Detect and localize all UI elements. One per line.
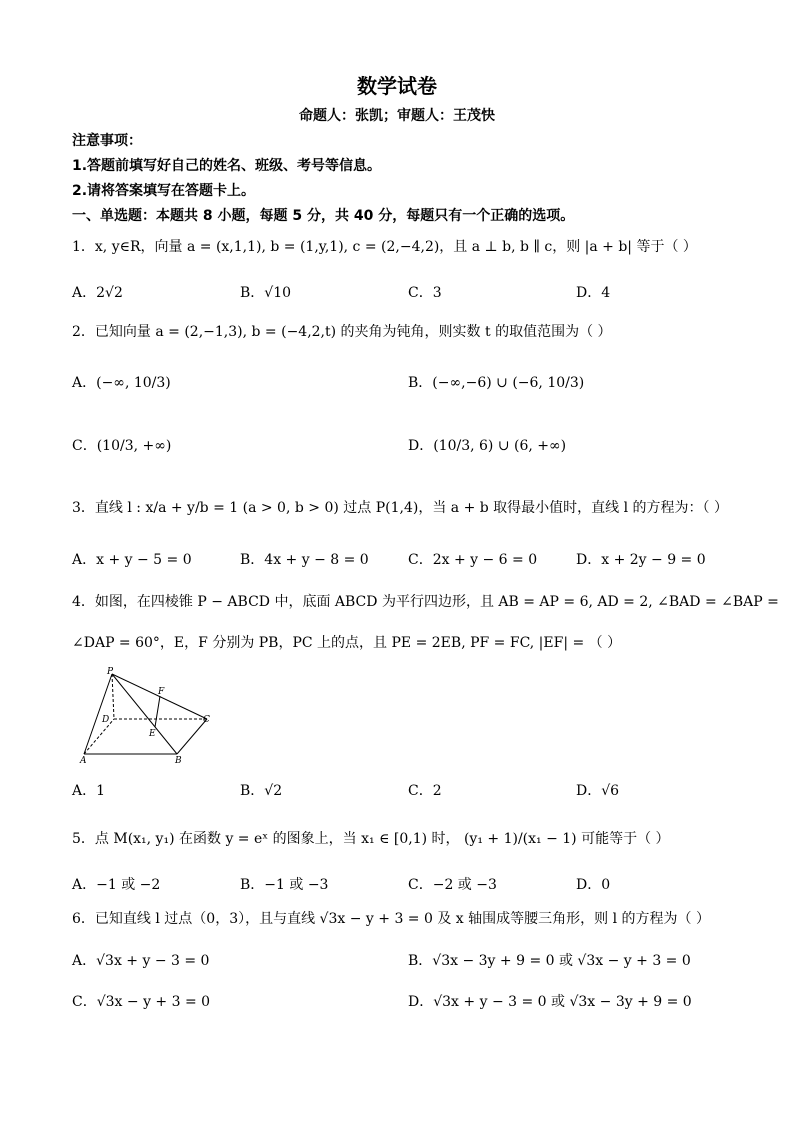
- question-1-option-c[interactable]: C．3: [408, 285, 442, 301]
- label-a: A: [80, 756, 87, 764]
- edge-pd: [112, 674, 114, 719]
- question-4-option-b[interactable]: B．√2: [240, 783, 283, 799]
- question-3-option-a[interactable]: A．x + y − 5 = 0: [72, 552, 192, 568]
- question-1-stem: 1．x, y∈R，向量 a = (x,1,1), b = (1,y,1), c = (2,−4,2)，且 a ⊥ b, b ∥ c，则 |a + b| 等于（ ）: [72, 239, 697, 255]
- label-b: B: [175, 756, 182, 764]
- label-f: F: [158, 687, 165, 697]
- authors-line: 命题人：张凯；审题人：王茂快: [299, 108, 495, 124]
- notes-heading: 注意事项：: [72, 133, 142, 149]
- question-2-stem: 2．已知向量 a = (2,−1,3), b = (−4,2,t) 的夹角为钝角，则实数 t 的取值范围为（ ）: [72, 324, 612, 340]
- question-3-option-b[interactable]: B．4x + y − 8 = 0: [240, 552, 369, 568]
- question-4-option-a[interactable]: A．1: [72, 783, 106, 799]
- question-2-option-a[interactable]: A．(−∞, 10/3): [72, 375, 171, 391]
- page-title: 数学试卷: [357, 74, 437, 98]
- segment-ef: [155, 696, 160, 727]
- note-item-2: 2.请将答案填写在答题卡上。: [72, 183, 256, 199]
- question-5-option-c[interactable]: C．−2 或 −3: [408, 877, 497, 893]
- question-5-option-d[interactable]: D．0: [576, 877, 611, 893]
- question-5-stem: 5．点 M(x₁, y₁) 在函数 y = eˣ 的图象上，当 x₁ ∈ [0,1) 时， (y₁ + 1)/(x₁ − 1) 可能等于（ ）: [72, 831, 670, 847]
- question-2-option-b[interactable]: B．(−∞,−6) ∪ (−6, 10/3): [408, 375, 585, 391]
- question-2-option-c[interactable]: C．(10/3, +∞): [72, 438, 172, 454]
- question-6-option-c[interactable]: C．√3x − y + 3 = 0: [72, 994, 211, 1010]
- edge-pa: [84, 674, 112, 754]
- section-heading: 一、单选题：本题共 8 小题，每题 5 分，共 40 分，每题只有一个正确的选项。: [72, 208, 575, 224]
- question-1-option-a[interactable]: A．2√2: [72, 285, 123, 301]
- note-item-1: 1.答题前填写好自己的姓名、班级、考号等信息。: [72, 158, 382, 174]
- question-1-option-b[interactable]: B．√10: [240, 285, 292, 301]
- label-p: P: [107, 667, 114, 677]
- pyramid-figure: [72, 664, 222, 764]
- label-d: D: [102, 715, 110, 725]
- question-6-option-b[interactable]: B．√3x − 3y + 9 = 0 或 √3x − y + 3 = 0: [408, 953, 691, 969]
- question-6-stem: 6．已知直线 l 过点（0，3），且与直线 √3x − y + 3 = 0 及 x 轴围成等腰三角形，则 l 的方程为（ ）: [72, 911, 710, 927]
- question-3-option-d[interactable]: D．x + 2y − 9 = 0: [576, 552, 706, 568]
- question-2-option-d[interactable]: D．(10/3, 6) ∪ (6, +∞): [408, 438, 567, 454]
- question-6-option-d[interactable]: D．√3x + y − 3 = 0 或 √3x − 3y + 9 = 0: [408, 994, 692, 1010]
- question-3-stem: 3．直线 l : x/a + y/b = 1 (a > 0, b > 0) 过点 P(1,4)，当 a + b 取得最小值时，直线 l 的方程为：（ ）: [72, 500, 729, 516]
- edge-pb: [112, 674, 177, 754]
- question-6-option-a[interactable]: A．√3x + y − 3 = 0: [72, 953, 210, 969]
- question-1-option-d[interactable]: D．4: [576, 285, 611, 301]
- question-3-option-c[interactable]: C．2x + y − 6 = 0: [408, 552, 538, 568]
- question-4-stem-line-2: ∠DAP = 60°，E，F 分别为 PB，PC 上的点，且 PE = 2EB, PF = FC, |EF| = （ ）: [72, 635, 622, 651]
- edge-ad: [84, 719, 114, 754]
- label-e: E: [149, 729, 156, 739]
- question-5-option-a[interactable]: A．−1 或 −2: [72, 877, 161, 893]
- question-5-option-b[interactable]: B．−1 或 −3: [240, 877, 329, 893]
- label-c: C: [203, 715, 210, 725]
- question-4-stem-line-1: 4．如图，在四棱锥 P − ABCD 中，底面 ABCD 为平行四边形，且 AB = AP = 6, AD = 2, ∠BAD = ∠BAP =: [72, 594, 779, 610]
- question-4-option-c[interactable]: C．2: [408, 783, 442, 799]
- question-4-option-d[interactable]: D．√6: [576, 783, 620, 799]
